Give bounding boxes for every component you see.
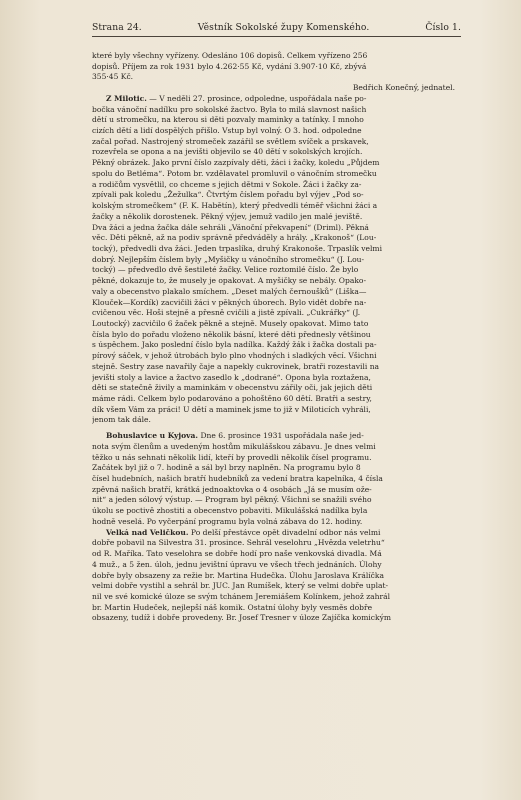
text-line: tocký) — předvedlo dvě šestileté žačky. Velice roztomilé číslo. Že bylo bbox=[92, 265, 359, 275]
text-line: Po delší přestávce opět divadelní odbor nás velmi bbox=[188, 527, 381, 537]
text-line: jevišti stoly a lavice a žactvo zasedlo k „dodrané“. Opona byla roztažena, bbox=[92, 372, 371, 382]
text-line: nota svým členům a uvedeným hostům mikulášskou zábavu. Je dnes velmi bbox=[92, 441, 376, 451]
issue-number: Číslo 1. bbox=[425, 22, 461, 33]
text-line: dík všem Vám za práci! U dětí a maminek jsme to již v Miloticích vyhráli, bbox=[92, 404, 371, 414]
section-heading: Velká nad Veličkou. bbox=[106, 527, 189, 537]
text-line: čísel hudebních, našich bratří hudebníků za vedení bratra kapelníka, 4 čísla bbox=[92, 474, 383, 484]
text-line: s úspěchem. Jako poslední číslo byla nadílka. Každý žák i žačka dostali pa- bbox=[92, 340, 377, 350]
text-line: br. Martin Hudeček, nejlepší náš komik. Ostatní úlohy byly vesměs dobře bbox=[92, 602, 373, 612]
signature: Bedřich Konečný, jednatel. bbox=[352, 83, 455, 93]
text-line: pěkné, dokazuje to, že musely je opakovat. A myšičky se nebály. Opako- bbox=[92, 276, 366, 286]
text-line: dobře byly obsazeny za režie br. Martina Hudečka. Úlohu Jaroslava Králíčka bbox=[92, 570, 384, 580]
text-line: velmi dobře vystihl a sehrál br. JUC. Jan Rumíšek, který se velmi dobře uplat- bbox=[92, 581, 389, 591]
text-line: začal pořad. Nastrojený stromeček zazářil se světlem svíček a prskavek, bbox=[92, 136, 369, 146]
text-line: žačky a několik dorostenek. Pěkný výjev, jemuž vadilo jen malé jeviště. bbox=[92, 211, 363, 221]
text-line: tocký), předvedli dva žáci. Jeden trpaslíka, druhý Krakonoše. Trpaslík velmi bbox=[92, 243, 382, 253]
text-line: dobrý. Nejlepším číslem byly „Myšičky u vánočního stromečku“ (J. Lou- bbox=[92, 254, 365, 264]
page-header bbox=[92, 22, 461, 37]
text-line: které byly všechny vyřízeny. Odesláno 106 dopisů. Celkem vyřízeno 256 bbox=[92, 51, 368, 60]
text-line: 4 muž., a 5 žen. úloh, jednu jevištní úpravu ve všech třech jednáních. Úlohy bbox=[92, 559, 382, 569]
paragraph-report bbox=[92, 51, 461, 94]
section-heading: Bohuslavice u Kyjova. bbox=[106, 431, 199, 441]
text-line: pírový sáček, v jehož útrobách bylo plno vhodných i sladkých věcí. Všichni bbox=[92, 351, 377, 361]
text-line: těžko u nás sehnati několik lidí, kteří by provedli několik čísel programu. bbox=[92, 452, 372, 462]
text-line: čísla bylo do pořadu vloženo několik básní, které děti přednesly většinou bbox=[92, 329, 371, 339]
text-line: děti se statečně živily a maminkám v obecenstvu zářily oči, jak jejich děti bbox=[92, 383, 373, 393]
section-heading: Z Milotic. bbox=[106, 93, 147, 103]
text-line: máme rádi. Celkem bylo podarováno a pohoštěno 60 dětí. Bratři a sestry, bbox=[92, 394, 372, 403]
text-line: věc. Děti pěkně, až na podiv správně předváděly a hrály. „Krakonoš“ (Lou- bbox=[92, 233, 377, 243]
text-line: Pěkný obrázek. Jako první číslo zazpívaly děti, žáci i žačky, koledu „Půjdem bbox=[92, 158, 380, 168]
text-line: dětí u stromečku, na kterou si děti pozvaly maminky a tatínky. I mnoho bbox=[92, 115, 364, 125]
text-line: Dva žáci a jedna žačka dále sehráli „Vánoční překvapení“ (Driml). Pěkná bbox=[92, 222, 369, 232]
text-line: zpívali pak koledu „Žežulka“. Čtvrtým číslem pořadu byl výjev „Pod so- bbox=[92, 190, 364, 200]
text-line: Dne 6. prosince 1931 uspořádala naše jed- bbox=[198, 431, 364, 441]
text-line: Loutocký) zacvičilo 6 žaček pěkně a stejně. Musely opakovat. Mimo tato bbox=[92, 318, 369, 328]
text-line: hodně veselá. Po vyčerpání programu byla volná zábava do 12. hodiny. bbox=[92, 516, 363, 526]
text-line: nil ve své komické úloze se svým tchánem Jeremiášem Kolínkem, jehož zahrál bbox=[92, 591, 391, 601]
text-line: Klouček—Kordík) zacvičili žáci v pěkných úborech. Bylo vidět dobře na- bbox=[92, 297, 367, 307]
text-line: kolským stromečkem“ (F. K. Habětín), který předvedli téměř všichni žáci a bbox=[92, 201, 378, 211]
text-line: dopisů. Příjem za rok 1931 bylo 4.262·55 Kč, vydání 3.907·10 Kč, zbývá bbox=[92, 61, 367, 71]
text-line: valy a obecenstvo plakalo smíchem. „Deset malých černoušků“ (Liška— bbox=[92, 286, 367, 296]
text-line: obsazeny, tudíž i dobře provedeny. Br. Josef Tresner v úloze Zajíčka komickým bbox=[92, 613, 392, 623]
article-body bbox=[92, 51, 461, 624]
text-line: cizích dětí a lidí dospělých přišlo. Vstup byl volný. O 3. hod. odpoledne bbox=[92, 126, 362, 136]
text-line: od R. Maříka. Tato veselohra se dobře hodí pro naše venkovská divadla. Má bbox=[92, 549, 382, 559]
page-number: Strana 24. bbox=[92, 22, 142, 33]
text-line: bočka vánoční nadílku pro sokolské žactvo. Byla to milá slavnost našich bbox=[92, 104, 367, 114]
text-line: jenom tak dále. bbox=[92, 415, 151, 425]
section-bohuslavice bbox=[92, 431, 461, 527]
text-line: spolu do Betléma“. Potom br. vzdělavatel promluvil o vánočním stromečku bbox=[92, 168, 377, 178]
text-line: stejně. Sestry zase navařily čaje a napekly cukrovinek, bratři rozestavili na bbox=[92, 361, 380, 371]
text-line: rozevřela se opona a na jevišti objevilo se 40 dětí v sokolských krojích. bbox=[92, 147, 363, 157]
text-line: Začátek byl již o 7. hodině a sál byl brzy naplněn. Na programu bylo 8 bbox=[92, 463, 361, 473]
text-line: cvičenou věc. Hoši stejně a přesně cvičili a jistě zpívali. „Cukrářky“ (J. bbox=[92, 308, 361, 318]
text-line: úkolu se poctivě zhostiti a obecenstvo pobaviti. Mikulášská nadílka byla bbox=[92, 506, 368, 516]
text-line: 355·45 Kč. bbox=[92, 72, 134, 82]
text-line: dobře pobavil na Silvestra 31. prosince. Sehrál veselohru „Hvězda veletrhu“ bbox=[92, 538, 385, 548]
text-line: a rodičům vysvětlil, co chceme s jejich dětmi v Sokole. Žáci i žačky za- bbox=[92, 179, 362, 189]
journal-title: Věstník Sokolské župy Komenského. bbox=[197, 22, 370, 33]
section-milotice bbox=[92, 94, 461, 426]
text-line: — V neděli 27. prosince, odpoledne, uspořádala naše po- bbox=[146, 93, 367, 103]
section-velka bbox=[92, 528, 461, 624]
text-line: nit“ a jeden sólový výstup. — Program byl pěkný. Všichni se snažili svého bbox=[92, 495, 372, 505]
text-line: zpěvná našich bratří, krátká jednoaktovka o 4 osobách „Já se musím ože- bbox=[92, 484, 372, 494]
